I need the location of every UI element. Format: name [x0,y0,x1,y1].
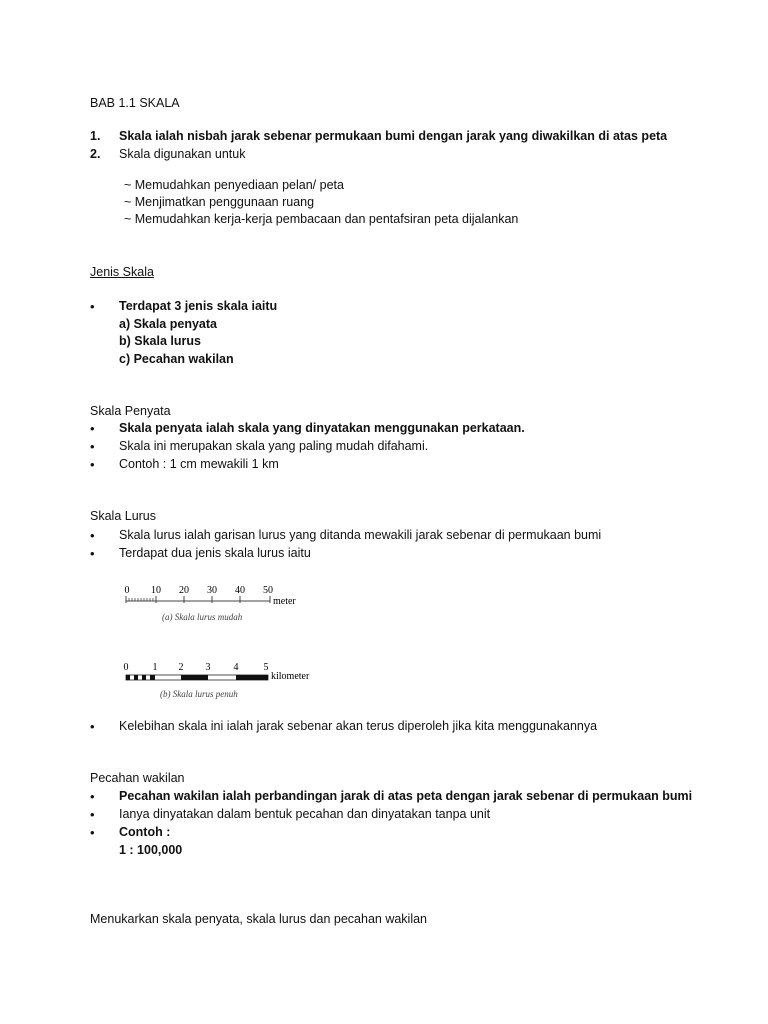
scale-tick-label: 3 [205,662,211,673]
list-number-1: 1. [90,129,101,143]
scale-tick-label: 5 [263,662,269,673]
scale-tick-label: 1 [152,662,158,673]
scale-tick-label: 0 [123,662,129,673]
bullet-icon: • [90,528,95,543]
pecahan-bullet-text: Contoh : [119,825,171,839]
bullet-icon: • [90,546,95,561]
section-heading-jenis: Jenis Skala [90,265,154,279]
scale-tick-label: 0 [124,585,130,596]
bullet-icon: • [90,299,95,314]
use-item: ~ Memudahkan kerja-kerja pembacaan dan pentafsiran peta dijalankan [124,212,519,226]
jenis-item: c) Pecahan wakilan [119,352,234,366]
jenis-item: b) Skala lurus [119,334,201,348]
scale-tick-label: 40 [235,585,245,596]
bullet-icon: • [90,789,95,804]
figure-caption: (b) Skala lurus penuh [160,689,238,699]
bullet-icon: • [90,439,95,454]
scale-tick-label: 50 [263,585,273,596]
jenis-item: a) Skala penyata [119,317,217,331]
scale-tick-label: 10 [151,585,161,596]
jenis-bullet-text: Terdapat 3 jenis skala iaitu [119,299,278,313]
bullet-icon: • [90,421,95,436]
penyata-bullet-text: Contoh : 1 cm mewakili 1 km [119,457,279,471]
scale-tick-label: 20 [179,585,189,596]
scale-unit-label: meter [273,596,296,607]
definition-text: Skala ialah nisbah jarak sebenar permukaan bumi dengan jarak yang diwakilkan di atas peta [119,129,668,143]
bullet-icon: • [90,719,95,734]
bullet-icon: • [90,825,95,840]
lurus-advantage-text: Kelebihan skala ini ialah jarak sebenar akan terus diperoleh jika kita menggunakannya [119,719,598,733]
scale-tick-label: 30 [207,585,217,596]
figure-full-scale [120,660,330,704]
major-ticks [126,596,270,603]
section-heading-lurus: Skala Lurus [90,509,157,523]
pecahan-bullet-text: Pecahan wakilan ialah perbandingan jarak di atas peta dengan jarak sebenar di permukaan bumi [119,789,693,803]
scale-segments [126,675,268,680]
scale-unit-label: kilometer [271,671,310,682]
list-number-2: 2. [90,147,101,161]
section-heading-pecahan: Pecahan wakilan [90,771,185,785]
bullet-icon: • [90,807,95,822]
figure-caption: (a) Skala lurus mudah [162,612,243,622]
pecahan-bullet-text: Ianya dinyatakan dalam bentuk pecahan dan dinyatakan tanpa unit [119,807,491,821]
lurus-bullet-text: Skala lurus ialah garisan lurus yang ditanda mewakili jarak sebenar di permukaan bumi [119,528,602,542]
use-item: ~ Menjimatkan penggunaan ruang [124,195,315,209]
usage-intro-text: Skala digunakan untuk [119,147,246,161]
lurus-bullet-text: Terdapat dua jenis skala lurus iaitu [119,546,311,560]
bullet-icon: • [90,457,95,472]
page-title: BAB 1.1 SKALA [90,96,180,110]
penyata-bullet-text: Skala penyata ialah skala yang dinyatakan menggunakan perkataan. [119,421,525,435]
scale-tick-label: 4 [233,662,239,673]
figure-simple-scale [120,582,320,626]
section-heading-penyata: Skala Penyata [90,404,171,418]
conversion-heading: Menukarkan skala penyata, skala lurus dan pecahan wakilan [90,912,428,926]
penyata-bullet-text: Skala ini merupakan skala yang paling mudah difahami. [119,439,429,453]
scale-tick-label: 2 [178,662,184,673]
use-item: ~ Memudahkan penyediaan pelan/ peta [124,178,344,192]
pecahan-example: 1 : 100,000 [119,843,183,857]
